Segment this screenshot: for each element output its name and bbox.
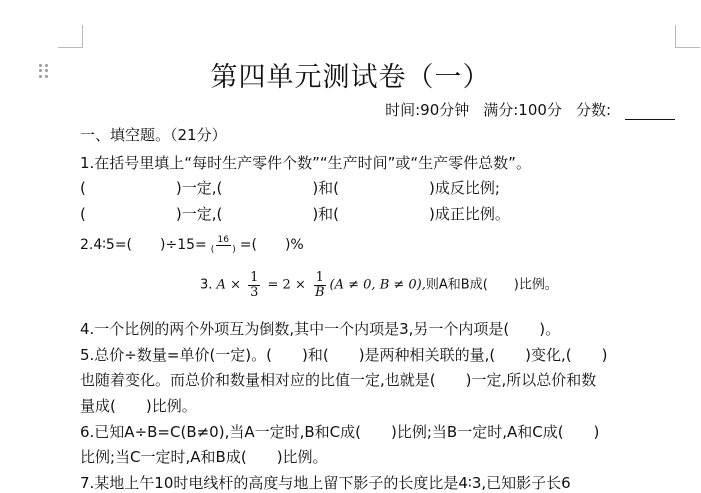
section-heading: 一、填空题。（21分） xyxy=(80,126,227,144)
score-blank[interactable] xyxy=(625,104,675,120)
question-6-line-2: 比例;当C一定时,A和B成( )比例。 xyxy=(80,448,328,466)
question-5-line-1: 5.总价÷数量=单价(一定)。( )和( )是两种相关联的量,( )变化,( ) xyxy=(80,346,608,364)
question-4: 4.一个比例的两个外项互为倒数,其中一个内项是3,另一个内项是( )。 xyxy=(80,320,561,338)
question-1-row-2: ( )一定,( )和( )成正比例。 xyxy=(80,205,510,223)
question-3-number: 3. xyxy=(200,277,213,293)
full-score: 满分:100分 xyxy=(483,101,562,119)
document-title: 第四单元测试卷（一） xyxy=(210,62,491,93)
times-sign: × xyxy=(225,277,246,293)
question-2-fraction xyxy=(209,236,238,255)
fraction-numerator: 16 xyxy=(217,234,229,245)
question-3 xyxy=(200,271,558,299)
question-2 xyxy=(80,234,304,255)
question-6-line-1: 6.已知A÷B=C(B≠0),当A一定时,B和C成( )比例;当B一定时,A和C成( ) xyxy=(80,423,600,441)
question-3-tail: 则A和B成( )比例。 xyxy=(425,277,558,293)
page-corner-mark-top-right xyxy=(675,25,700,48)
var-a: A xyxy=(216,277,226,293)
question-7-partial: 7.某地上午10时电线杆的高度与地上留下影子的长度比是4∶3,已知影子长6 xyxy=(80,474,571,492)
denominator-three: 3 xyxy=(250,284,259,300)
fraction-one-over-b xyxy=(313,271,327,299)
page-corner-mark-top-left xyxy=(58,25,83,48)
denominator-b: B xyxy=(314,284,325,300)
score-label: 分数: xyxy=(575,101,611,119)
time-limit: 时间:90分钟 xyxy=(385,101,470,119)
fraction-one-third xyxy=(248,271,260,299)
question-1-row-1: ( )一定,( )和( )成反比例; xyxy=(80,179,500,197)
question-2-tail: =( )% xyxy=(239,237,304,253)
fraction-denominator: ( ) xyxy=(210,244,236,255)
question-1: 1.在括号里填上“每时生产零件个数”“生产时间”或“生产零件总数”。 xyxy=(80,154,531,172)
question-2-lead: 2.4∶5=( )÷15= xyxy=(80,237,207,253)
question-5-line-3: 量成( )比例。 xyxy=(80,397,197,415)
condition: (A ≠ 0, B ≠ 0), xyxy=(329,277,426,293)
question-5-line-2: 也随着变化。而总价和数量相对应的比值一定,也就是( )一定,所以总价和数 xyxy=(80,371,597,389)
equals-two-times: = 2 × xyxy=(263,277,310,293)
exam-meta xyxy=(371,99,675,120)
numerator-one-b: 1 xyxy=(315,270,324,285)
numerator-one: 1 xyxy=(250,270,259,285)
